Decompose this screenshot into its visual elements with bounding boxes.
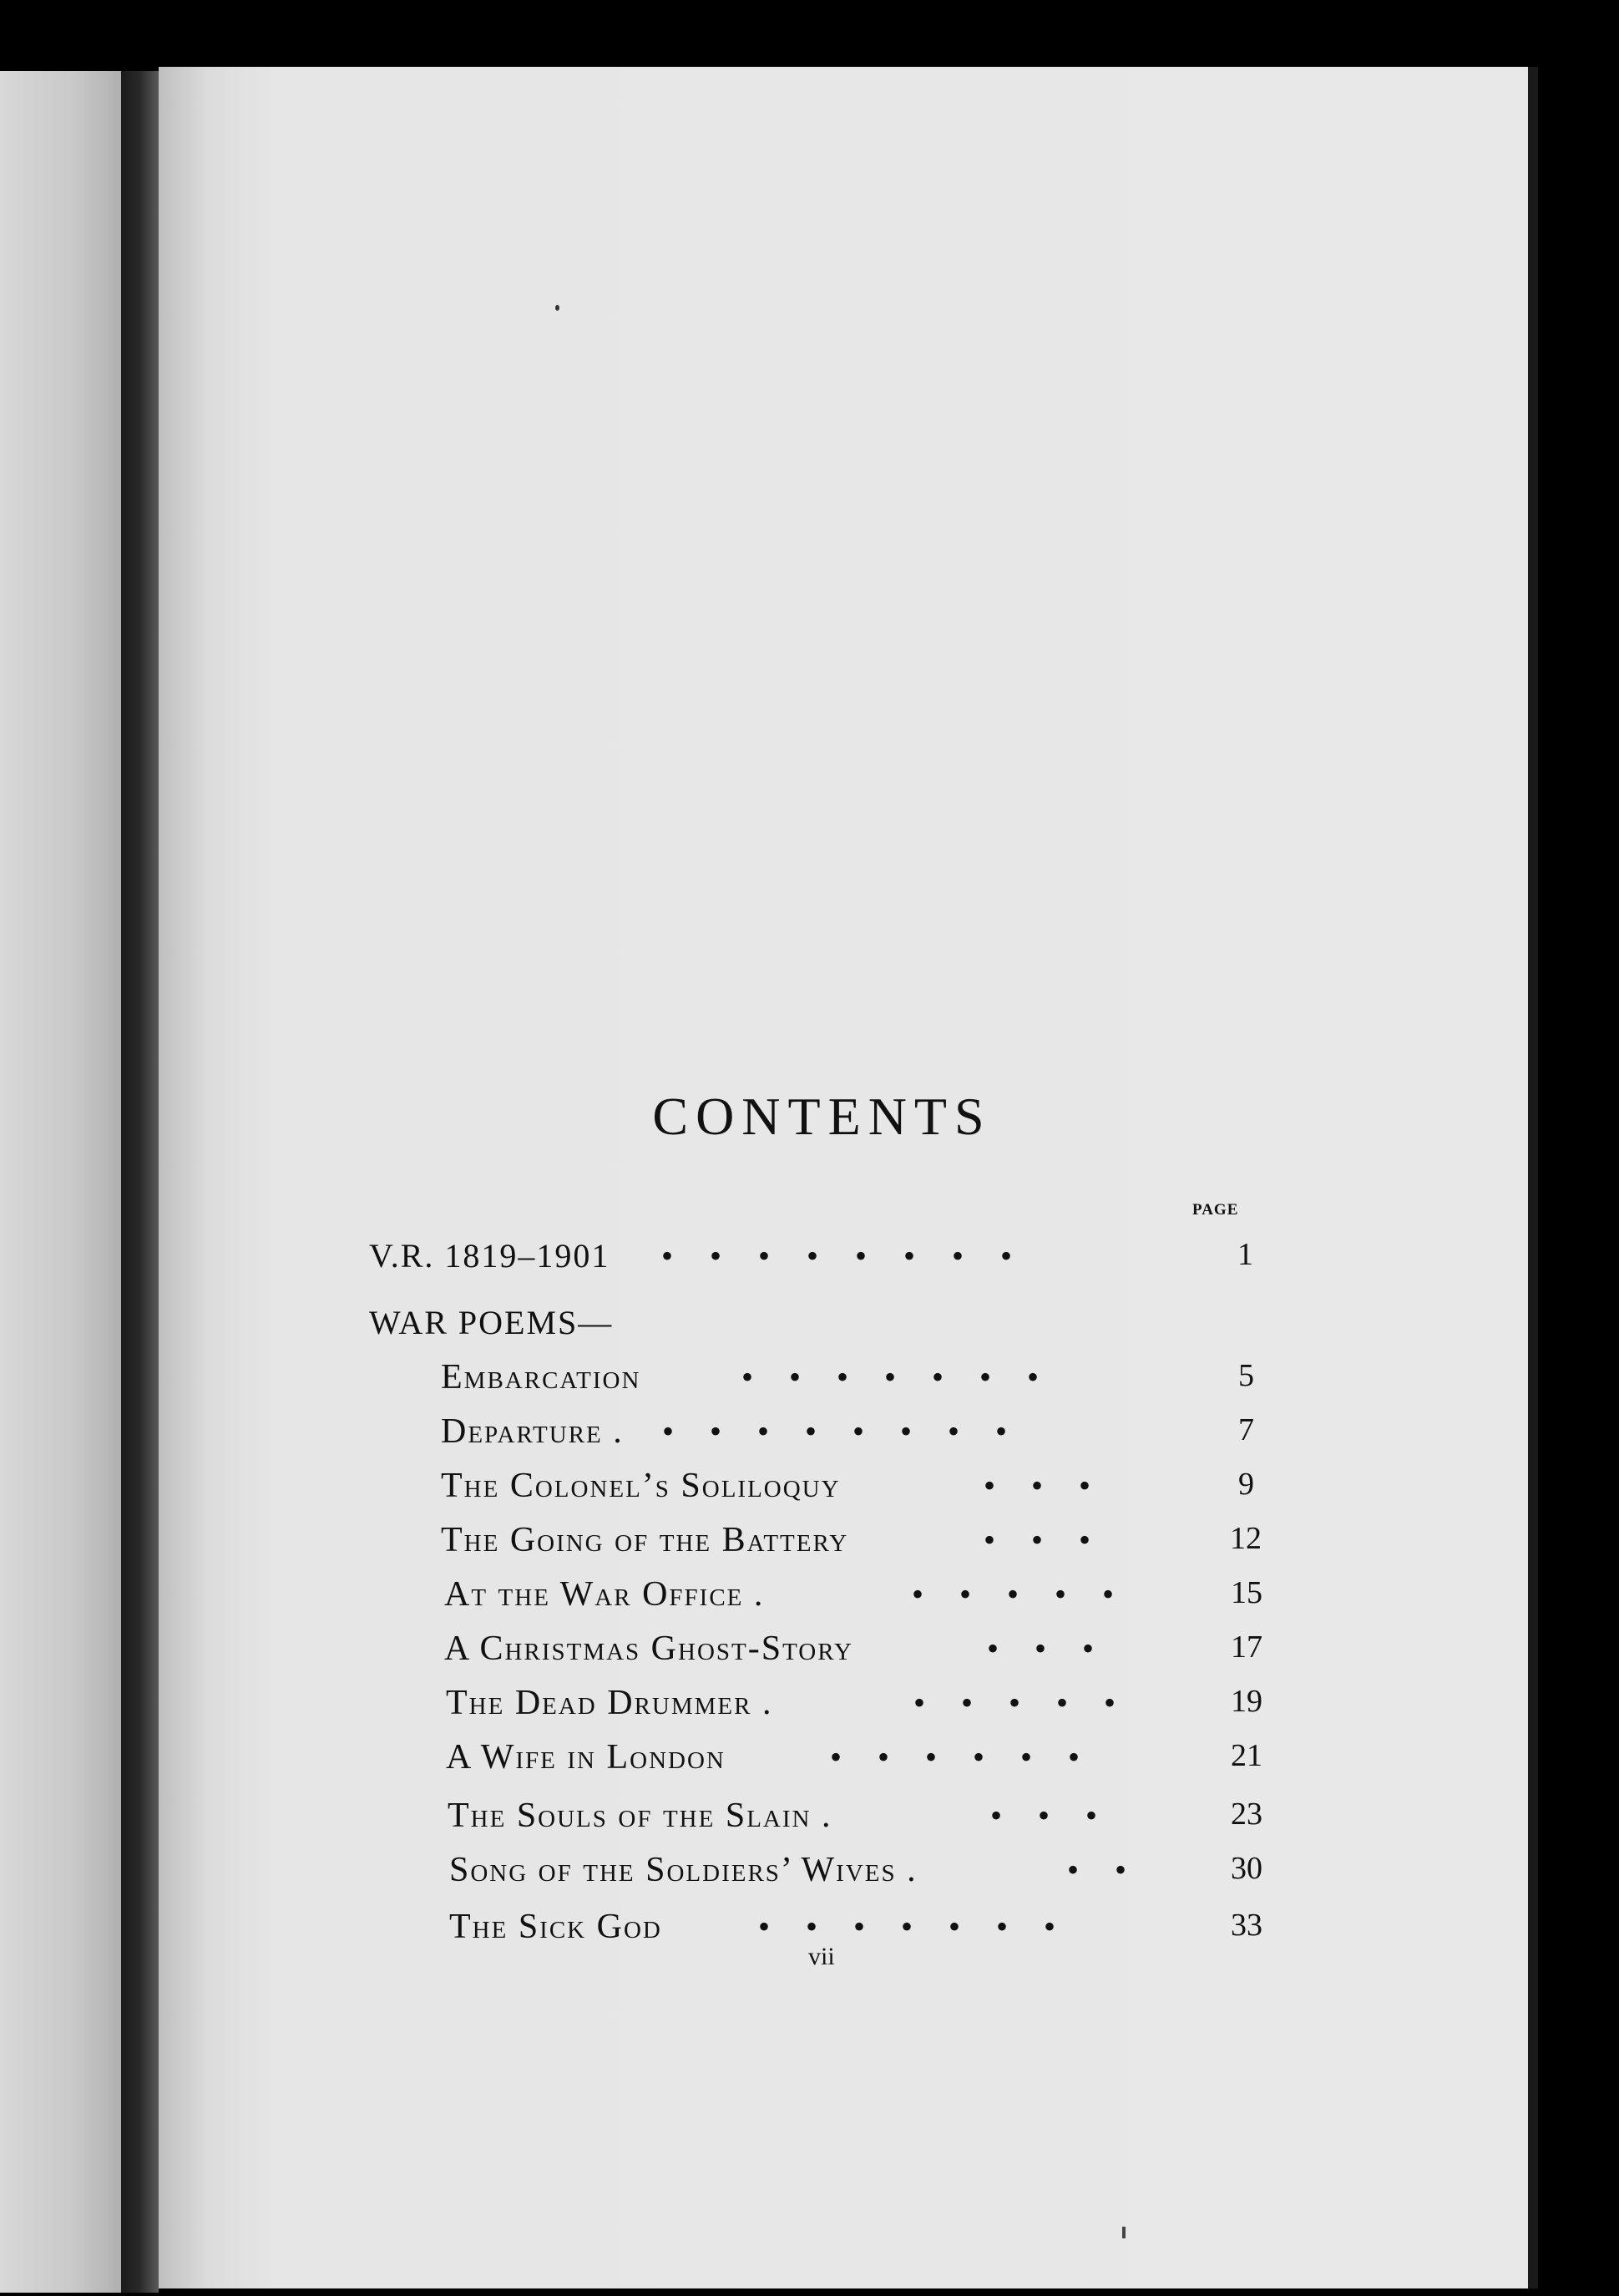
toc-entry-page: 19 xyxy=(1231,1684,1262,1719)
toc-entry xyxy=(441,1520,1276,1570)
toc-entry xyxy=(448,1796,1283,1846)
toc-leader-dots: • • • xyxy=(984,1467,1091,1504)
toc-entry-page: 17 xyxy=(1231,1630,1262,1665)
toc-entry-title: V.R. 1819–1901 xyxy=(369,1237,610,1275)
toc-entry xyxy=(441,1357,1276,1407)
toc-leader-dots: • • xyxy=(1067,1851,1127,1888)
toc-entry-title: A Wife in London xyxy=(446,1738,726,1776)
toc-entry-title: The Colonel’s Soliloquy xyxy=(441,1467,841,1505)
contents-heading: CONTENTS xyxy=(652,1087,992,1146)
toc-entry-page: 5 xyxy=(1238,1358,1254,1393)
toc-entry-title: Departure . xyxy=(441,1412,624,1451)
toc-leader-dots: • • • • • • • • xyxy=(662,1412,1008,1450)
toc-entry-title: WAR POEMS— xyxy=(369,1304,614,1341)
toc-entry-page: 23 xyxy=(1231,1797,1262,1832)
toc-entry-title: The Going of the Battery xyxy=(441,1521,849,1559)
toc-entry-page: 12 xyxy=(1230,1521,1262,1556)
left-page-margin xyxy=(0,71,121,2293)
toc-entry-page: 33 xyxy=(1231,1908,1262,1943)
toc-entry xyxy=(369,1236,1288,1286)
toc-entry xyxy=(446,1683,1281,1733)
toc-entry xyxy=(449,1907,1284,1957)
toc-entry-title: A Christmas Ghost-Story xyxy=(444,1630,853,1668)
toc-leader-dots: • • • xyxy=(990,1797,1098,1834)
toc-entry-title: At the War Office . xyxy=(444,1575,765,1614)
toc-leader-dots: • • • • • • • • xyxy=(661,1237,1013,1275)
toc-entry-page: 9 xyxy=(1238,1467,1254,1502)
toc-section-heading xyxy=(369,1303,1288,1353)
toc-entry xyxy=(441,1466,1276,1516)
toc-leader-dots: • • • • • • • xyxy=(741,1358,1040,1396)
toc-entry xyxy=(441,1412,1276,1462)
toc-leader-dots: • • • • • xyxy=(912,1575,1115,1613)
toc-leader-dots: • • • • • • • xyxy=(758,1908,1056,1945)
toc-entry xyxy=(446,1737,1281,1787)
toc-entry-title: The Souls of the Slain . xyxy=(448,1797,832,1835)
toc-entry-page: 21 xyxy=(1231,1738,1262,1773)
page-speck xyxy=(1122,2227,1126,2238)
toc-leader-dots: • • • xyxy=(987,1630,1095,1667)
toc-leader-dots: • • • xyxy=(984,1521,1091,1559)
toc-entry xyxy=(444,1574,1279,1624)
toc-entry xyxy=(444,1629,1279,1679)
toc-entry-page: 1 xyxy=(1237,1237,1253,1272)
toc-entry-page: 30 xyxy=(1231,1851,1262,1886)
toc-entry-title: The Sick God xyxy=(449,1908,662,1946)
toc-entry-title: Embarcation xyxy=(441,1358,641,1396)
book-gutter xyxy=(121,71,159,2293)
page-speck xyxy=(555,305,559,311)
toc-leader-dots: • • • • • • xyxy=(830,1738,1080,1776)
page-folio: vii xyxy=(808,1943,835,1970)
toc-leader-dots: • • • • • xyxy=(913,1684,1116,1721)
toc-entry-title: The Dead Drummer . xyxy=(446,1684,773,1722)
toc-entry-page: 7 xyxy=(1238,1412,1254,1447)
page-column-label: PAGE xyxy=(1192,1201,1239,1219)
toc-entry-title: Song of the Soldiers’ Wives . xyxy=(449,1851,918,1889)
toc-entry-page: 15 xyxy=(1231,1575,1262,1610)
toc-entry xyxy=(449,1850,1284,1900)
